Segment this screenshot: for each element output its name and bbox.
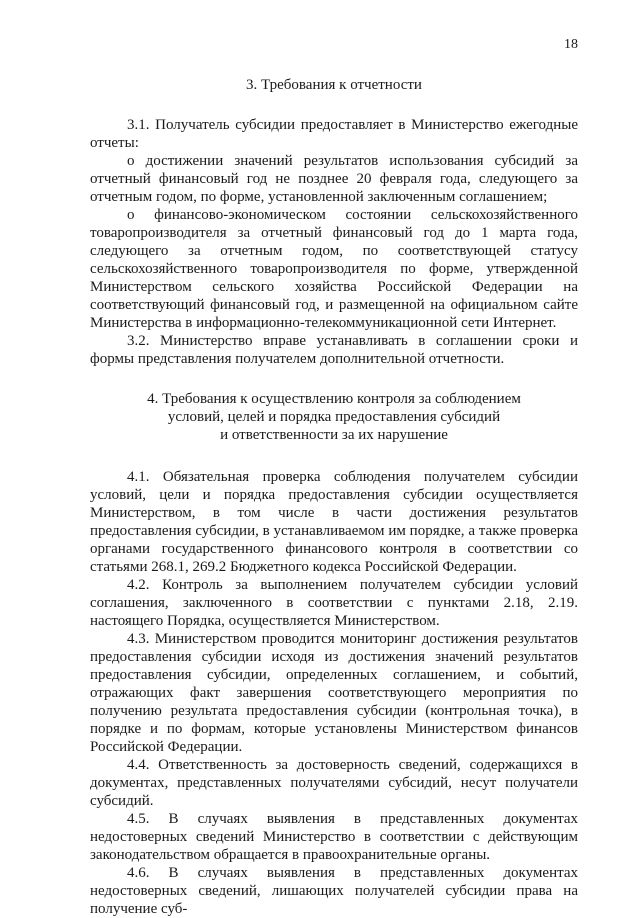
section-4-title <box>90 390 578 444</box>
document-body <box>90 76 578 918</box>
paragraph-4-3: 4.3. Министерством проводится мониторинг достижения результатов предоставления субсидии исходя из достижения значений результатов предоставления субсидии, определенных соглашением, и событий, отражающих факт завершения соответствующего мероприятия по получению результата предоставления субсидии (контрольная точка), в порядке и по формам, которые установлены Министерством финансов Российской Федерации. <box>90 631 578 755</box>
paragraph-4-6: 4.6. В случаях выявления в представленных документах недостоверных сведений, лишающих получателей субсидии права на получение суб- <box>90 865 578 917</box>
paragraph-3-1: 3.1. Получатель субсидии предоставляет в Министерство ежегодные отчеты: <box>90 117 578 151</box>
paragraph-4-2: 4.2. Контроль за выполнением получателем субсидии условий соглашения, заключенного в соответствии с пунктами 2.18, 2.19. настоящего Порядка, осуществляется Министерством. <box>90 577 578 629</box>
paragraph-4-4: 4.4. Ответственность за достоверность сведений, содержащихся в документах, представленных получателями субсидий, несут получатели субсидий. <box>90 757 578 809</box>
page-number: 18 <box>564 37 578 52</box>
section-4-title-line-1: 4. Требования к осуществлению контроля за соблюдением <box>147 391 521 407</box>
paragraph-4-1: 4.1. Обязательная проверка соблюдения получателем субсидии условий, цели и порядка предоставления субсидии осуществляется Министерством, в том числе в части достижения результатов предоставления субсидии, в устанавливаемом им порядке, а также проверка органами государственного финансового контроля в соответствии со статьями 268.1, 269.2 Бюджетного кодекса Российской Федерации. <box>90 469 578 575</box>
paragraph-3-2: 3.2. Министерство вправе устанавливать в соглашении сроки и формы представления получателем дополнительной отчетности. <box>90 333 578 367</box>
paragraph-4-5: 4.5. В случаях выявления в представленных документах недостоверных сведений Министерство в соответствии с действующим законодательством обращается в правоохранительные органы. <box>90 811 578 863</box>
paragraph-3-1-item-results: о достижении значений результатов использования субсидий за отчетный финансовый год не позднее 20 февраля года, следующего за отчетным годом, по форме, установленной заключенным соглашением; <box>90 153 578 205</box>
section-3-title: 3. Требования к отчетности <box>246 77 422 93</box>
section-4-title-line-2: условий, целей и порядка предоставления субсидий <box>167 409 501 425</box>
paragraph-3-1-item-financial-state: о финансово-экономическом состоянии сельскохозяйственного товаропроизводителя за отчетный финансовый год до 1 марта года, следующего за отчетным годом, по соответствующей статусу сельскохозяйственного товаропроизводителя по форме, утвержденной Министерством сельского хозяйства Российской Федерации на соответствующий финансовый год, и размещенной на официальном сайте Министерства в информационно-телекоммуникационной сети Интернет. <box>90 207 578 331</box>
section-4-title-line-3: и ответственности за их нарушение <box>220 427 448 443</box>
